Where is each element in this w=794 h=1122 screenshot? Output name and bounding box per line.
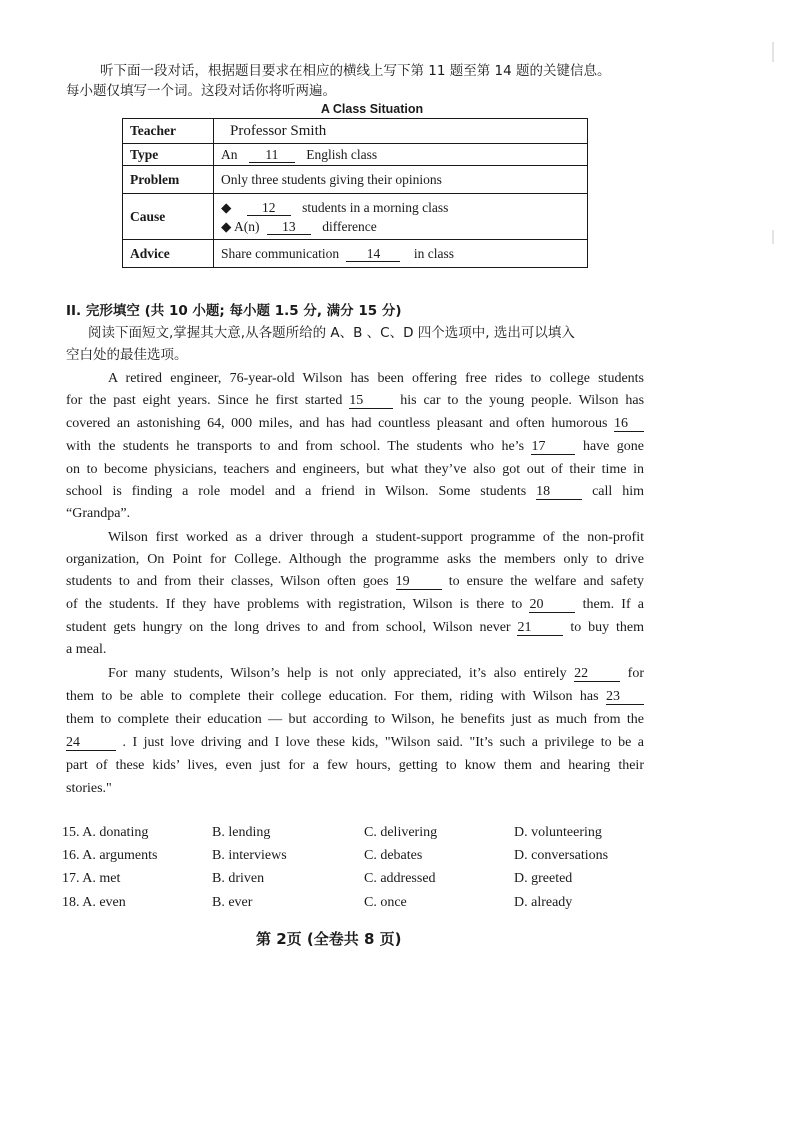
answer-blank-23[interactable]: 23 xyxy=(606,689,644,705)
passage-line: for the past eight years. Since he first started 15 his car to the young people. Wilson has xyxy=(66,393,645,408)
passage-line: part of these kids’ lives, even just for a few hours, getting to know them and hearing their xyxy=(66,758,644,773)
answer-blank-18[interactable]: 18 xyxy=(536,484,582,500)
cause-text: difference xyxy=(322,218,377,234)
type-suffix: English class xyxy=(306,146,378,162)
passage-line: A retired engineer, 76-year-old Wilson has been offering free rides to college students xyxy=(108,371,644,386)
table-row xyxy=(123,119,588,144)
row-label: Cause xyxy=(123,194,214,240)
cloze-instruction: 阅读下面短文,掌握其大意,从各题所给的 A、B 、C、D 四个选项中, 选出可以填入 xyxy=(88,325,575,341)
option-c[interactable]: C. once xyxy=(364,895,407,910)
row-value: Only three students giving their opinions xyxy=(214,166,588,194)
answer-blank-19[interactable]: 19 xyxy=(396,574,442,590)
cause-line xyxy=(221,198,580,217)
option-a[interactable]: 15. A. donating xyxy=(62,825,149,840)
page-number: 第 2页 (全卷共 8 页) xyxy=(256,930,402,948)
cloze-instruction: 空白处的最佳选项。 xyxy=(66,347,188,363)
option-b[interactable]: B. interviews xyxy=(212,848,287,863)
advice-prefix: Share communication xyxy=(221,245,340,261)
answer-blank-20[interactable]: 20 xyxy=(529,597,575,613)
answer-blank-14[interactable]: 14 xyxy=(346,246,400,262)
answer-blank-17[interactable]: 17 xyxy=(531,439,575,455)
option-d[interactable]: D. conversations xyxy=(514,848,609,863)
passage-line: covered an astonishing 64, 000 miles, and has had countless pleasant and often humorous 16 xyxy=(66,415,644,433)
scan-edge-mark xyxy=(772,42,774,62)
listening-instruction: 听下面一段对话，根据题目要求在相应的横线上写下第 11 题至第 14 题的关键信息。 xyxy=(100,63,611,79)
answer-blank-11[interactable]: 11 xyxy=(249,147,295,163)
table-row xyxy=(123,144,588,166)
row-label: Teacher xyxy=(123,119,214,144)
answer-blank-12[interactable]: 12 xyxy=(247,200,291,216)
answer-blank-13[interactable]: 13 xyxy=(267,219,311,235)
row-value xyxy=(214,144,588,166)
table-title: A Class Situation xyxy=(320,102,424,116)
scan-edge-mark xyxy=(772,230,774,244)
option-a[interactable]: 16. A. arguments xyxy=(62,848,158,863)
class-situation-table xyxy=(122,118,588,268)
option-d[interactable]: D. already xyxy=(514,895,573,910)
passage-line: with the students he transports to and from school. The students who he’s 17 have gone xyxy=(66,439,645,454)
option-c[interactable]: C. delivering xyxy=(364,825,438,840)
type-prefix: An xyxy=(221,146,238,162)
section-heading: II. 完形填空 (共 10 小题; 每小题 1.5 分, 满分 15 分) xyxy=(66,303,402,319)
passage-line: them to complete their education — but according to Wilson, he benefits just as much from the xyxy=(66,712,644,727)
cause-text: students in a morning class xyxy=(302,199,449,215)
table-row xyxy=(123,166,588,194)
option-a[interactable]: 17. A. met xyxy=(62,871,121,886)
row-label: Type xyxy=(123,144,214,166)
cause-line xyxy=(221,217,580,236)
passage-line: “Grandpa”. xyxy=(66,506,131,521)
cause-prefix: A(n) xyxy=(234,218,260,234)
option-b[interactable]: B. ever xyxy=(212,895,253,910)
row-value xyxy=(214,194,588,240)
passage-line: of the students. If they have problems with registration, Wilson is there to 20 them. If a xyxy=(66,597,645,612)
row-label: Problem xyxy=(123,166,214,194)
option-a[interactable]: 18. A. even xyxy=(62,895,126,910)
passage-line: student gets hungry on the long drives to and from school, Wilson never 21 to buy them xyxy=(66,620,645,635)
option-b[interactable]: B. lending xyxy=(212,825,271,840)
bullet-icon: ◆ xyxy=(221,199,232,215)
answer-blank-22[interactable]: 22 xyxy=(574,666,620,682)
option-d[interactable]: D. volunteering xyxy=(514,825,602,840)
passage-line: a meal. xyxy=(66,642,107,657)
row-label: Advice xyxy=(123,240,214,268)
row-value xyxy=(214,240,588,268)
answer-blank-24[interactable]: 24 xyxy=(66,735,116,751)
table-row xyxy=(123,194,588,240)
listening-instruction: 每小题仅填写一个词。这段对话你将听两遍。 xyxy=(66,83,336,99)
option-c[interactable]: C. debates xyxy=(364,848,423,863)
passage-line: Wilson first worked as a driver through a student-support programme of the non-profit xyxy=(108,530,644,545)
passage-line: For many students, Wilson’s help is not only appreciated, it’s also entirely 22 for xyxy=(108,666,644,681)
answer-blank-16[interactable]: 16 xyxy=(614,416,644,432)
passage-line: school is finding a role model and a friend in Wilson. Some students 18 call him xyxy=(66,484,644,499)
passage-line: stories." xyxy=(66,781,112,796)
row-value: Professor Smith xyxy=(214,119,588,144)
option-c[interactable]: C. addressed xyxy=(364,871,436,886)
passage-line: on to become physicians, teachers and engineers, but what they’ve also got out of their time in xyxy=(66,462,644,477)
passage-line: students to and from their classes, Wilson often goes 19 to ensure the welfare and safety xyxy=(66,574,645,589)
answer-blank-15[interactable]: 15 xyxy=(349,393,393,409)
passage-line: 24 . I just love driving and I love these kids, "Wilson said. "It’s such a privilege to be a xyxy=(66,735,644,750)
advice-suffix: in class xyxy=(413,245,454,261)
passage-line: them to be able to complete their college education. For them, riding with Wilson has 23 xyxy=(66,688,644,706)
option-d[interactable]: D. greeted xyxy=(514,871,573,886)
table-row xyxy=(123,240,588,268)
option-b[interactable]: B. driven xyxy=(212,871,265,886)
passage-line: organization, On Point for College. Although the programme asks the members only to drive xyxy=(66,552,644,567)
bullet-icon: ◆ xyxy=(221,218,232,234)
answer-blank-21[interactable]: 21 xyxy=(517,620,563,636)
